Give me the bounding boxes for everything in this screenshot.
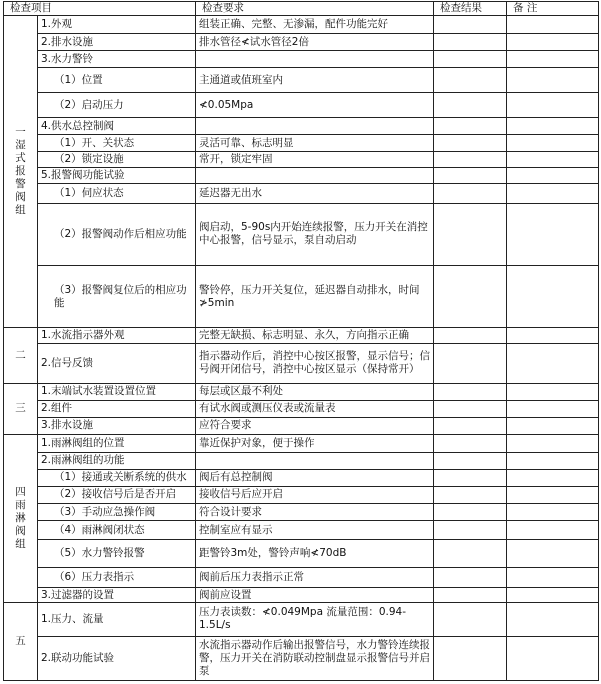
item-cell: （2）报警阀动作后相应功能: [38, 203, 196, 265]
header-row: [4, 2, 599, 16]
requirement-cell: 压力表读数：≮0.049Mpa 流量范围：0.94-1.5L/s: [196, 603, 434, 636]
item-cell: （2）接收信号后是否开启: [38, 486, 196, 503]
table-row: [4, 540, 599, 568]
item-cell: （6）压力表指示: [38, 568, 196, 588]
note-cell[interactable]: [507, 469, 599, 486]
requirement-cell: 阀启动，5-90s内开始连续报警，压力开关在消控中心报警，信号显示，泵自动启动: [196, 203, 434, 265]
table-row: [4, 328, 599, 344]
note-cell[interactable]: [507, 151, 599, 167]
note-cell[interactable]: [507, 540, 599, 568]
result-cell[interactable]: [434, 568, 507, 588]
table-row: [4, 603, 599, 636]
table-row: [4, 167, 599, 183]
item-cell: 2.信号反馈: [38, 344, 196, 383]
table-row: [4, 521, 599, 540]
table-row: [4, 344, 599, 383]
note-cell[interactable]: [507, 118, 599, 135]
note-cell[interactable]: [507, 452, 599, 469]
note-cell[interactable]: [507, 51, 599, 68]
item-cell: 4.供水总控制阀: [38, 118, 196, 135]
note-cell[interactable]: [507, 603, 599, 636]
result-cell[interactable]: [434, 203, 507, 265]
table-row: [4, 417, 599, 434]
requirement-cell: 接收信号后应开启: [196, 486, 434, 503]
requirement-cell: [196, 452, 434, 469]
table-row: [4, 383, 599, 400]
table-row: [4, 400, 599, 417]
requirement-cell: [196, 167, 434, 183]
note-cell[interactable]: [507, 521, 599, 540]
requirement-cell: 灵活可靠、标志明显: [196, 135, 434, 151]
item-cell: 2.排水设施: [38, 34, 196, 51]
result-cell[interactable]: [434, 383, 507, 400]
item-cell: （4）雨淋阀闭状态: [38, 521, 196, 540]
note-cell[interactable]: [507, 183, 599, 203]
section-label: 五: [4, 603, 38, 681]
inspection-table: [3, 1, 599, 681]
result-cell[interactable]: [434, 486, 507, 503]
note-cell[interactable]: [507, 400, 599, 417]
requirement-cell: 控制室应有显示: [196, 521, 434, 540]
item-cell: 3.过滤器的设置: [38, 588, 196, 603]
result-cell[interactable]: [434, 434, 507, 452]
result-cell[interactable]: [434, 503, 507, 520]
result-cell[interactable]: [434, 167, 507, 183]
requirement-cell: 阀前后压力表指示正常: [196, 568, 434, 588]
note-cell[interactable]: [507, 93, 599, 118]
note-cell[interactable]: [507, 328, 599, 344]
item-cell: （2）锁定设施: [38, 151, 196, 167]
requirement-cell: ≮0.05Mpa: [196, 93, 434, 118]
result-cell[interactable]: [434, 328, 507, 344]
item-cell: （3）报警阀复位后的相应功能: [38, 266, 196, 328]
item-cell: （1）位置: [38, 68, 196, 93]
item-cell: （1）伺应状态: [38, 183, 196, 203]
requirement-cell: 组装正确、完整、无渗漏，配件功能完好: [196, 16, 434, 34]
requirement-cell: 完整无缺损、标志明显、永久，方向指示正确: [196, 328, 434, 344]
requirement-cell: [196, 118, 434, 135]
note-cell[interactable]: [507, 503, 599, 520]
header-note: 备 注: [507, 2, 599, 16]
result-cell[interactable]: [434, 540, 507, 568]
item-cell: 1.末端试水装置设置位置: [38, 383, 196, 400]
requirement-cell: 应符合要求: [196, 417, 434, 434]
result-cell[interactable]: [434, 603, 507, 636]
table-row: [4, 34, 599, 51]
requirement-cell: 阀前应设置: [196, 588, 434, 603]
section-label: 二: [4, 328, 38, 383]
table-row: [4, 486, 599, 503]
result-cell[interactable]: [434, 118, 507, 135]
item-cell: 2.联动功能试验: [38, 636, 196, 680]
item-cell: 1.压力、流量: [38, 603, 196, 636]
result-cell[interactable]: [434, 183, 507, 203]
result-cell[interactable]: [434, 68, 507, 93]
table-row: [4, 568, 599, 588]
result-cell[interactable]: [434, 588, 507, 603]
result-cell[interactable]: [434, 452, 507, 469]
table-row: [4, 452, 599, 469]
requirement-cell: 主通道或值班室内: [196, 68, 434, 93]
item-cell: （1）接通或关断系统的供水: [38, 469, 196, 486]
note-cell[interactable]: [507, 417, 599, 434]
result-cell[interactable]: [434, 16, 507, 34]
item-cell: （3）手动应急操作阀: [38, 503, 196, 520]
table-row: [4, 503, 599, 520]
note-cell[interactable]: [507, 344, 599, 383]
item-cell: （5）水力警铃报警: [38, 540, 196, 568]
requirement-cell: 距警铃3m处，警铃声响≮70dB: [196, 540, 434, 568]
note-cell[interactable]: [507, 486, 599, 503]
header-requirement: 检查要求: [196, 2, 434, 16]
header-item: 检查项目: [4, 2, 196, 16]
result-cell[interactable]: [434, 135, 507, 151]
table-row: [4, 434, 599, 452]
item-cell: 3.排水设施: [38, 417, 196, 434]
requirement-cell: 延迟器无出水: [196, 183, 434, 203]
item-cell: 2.雨淋阀组的功能: [38, 452, 196, 469]
result-cell[interactable]: [434, 93, 507, 118]
result-cell[interactable]: [434, 34, 507, 51]
result-cell[interactable]: [434, 151, 507, 167]
table-row: [4, 151, 599, 167]
item-cell: （2）启动压力: [38, 93, 196, 118]
table-row: [4, 266, 599, 328]
table-row: [4, 68, 599, 93]
section-label: 三: [4, 383, 38, 434]
result-cell[interactable]: [434, 344, 507, 383]
requirement-cell: [196, 51, 434, 68]
requirement-cell: 靠近保护对象，便于操作: [196, 434, 434, 452]
item-cell: 2.组件: [38, 400, 196, 417]
table-row: [4, 636, 599, 680]
note-cell[interactable]: [507, 135, 599, 151]
table-row: [4, 51, 599, 68]
item-cell: 3.水力警铃: [38, 51, 196, 68]
table-row: [4, 203, 599, 265]
result-cell[interactable]: [434, 636, 507, 680]
item-cell: 5.报警阀功能试验: [38, 167, 196, 183]
note-cell[interactable]: [507, 167, 599, 183]
requirement-cell: 水流指示器动作后输出报警信号，水力警铃连续报警，压力开关在消防联动控制盘显示报警信号并启泵: [196, 636, 434, 680]
note-cell[interactable]: [507, 68, 599, 93]
table-row: [4, 183, 599, 203]
section-label: 四雨淋阀组: [4, 434, 38, 603]
table-row: [4, 469, 599, 486]
requirement-cell: 指示器动作后，消控中心按区报警，显示信号；信号阀开闭信号，消控中心按区显示（保持常开）: [196, 344, 434, 383]
requirement-cell: 警铃停，压力开关复位，延迟器自动排水，时间≯5min: [196, 266, 434, 328]
requirement-cell: 符合设计要求: [196, 503, 434, 520]
note-cell[interactable]: [507, 588, 599, 603]
table-row: [4, 93, 599, 118]
note-cell[interactable]: [507, 434, 599, 452]
result-cell[interactable]: [434, 521, 507, 540]
result-cell[interactable]: [434, 266, 507, 328]
note-cell[interactable]: [507, 203, 599, 265]
note-cell[interactable]: [507, 266, 599, 328]
note-cell[interactable]: [507, 568, 599, 588]
header-result: 检查结果: [434, 2, 507, 16]
table-row: [4, 118, 599, 135]
table-row: [4, 588, 599, 603]
result-cell[interactable]: [434, 400, 507, 417]
requirement-cell: 阀后有总控制阀: [196, 469, 434, 486]
item-cell: 1.水流指示器外观: [38, 328, 196, 344]
note-cell[interactable]: [507, 383, 599, 400]
requirement-cell: 有试水阀或测压仪表或流量表: [196, 400, 434, 417]
requirement-cell: 常开，锁定牢固: [196, 151, 434, 167]
result-cell[interactable]: [434, 469, 507, 486]
item-cell: 1.外观: [38, 16, 196, 34]
table-row: [4, 16, 599, 34]
result-cell[interactable]: [434, 51, 507, 68]
note-cell[interactable]: [507, 16, 599, 34]
note-cell[interactable]: [507, 34, 599, 51]
section-label: 一湿式报警阀组: [4, 16, 38, 328]
requirement-cell: 排水管径≮试水管径2倍: [196, 34, 434, 51]
item-cell: 1.雨淋阀组的位置: [38, 434, 196, 452]
note-cell[interactable]: [507, 636, 599, 680]
requirement-cell: 每层或区最不利处: [196, 383, 434, 400]
table-row: [4, 135, 599, 151]
result-cell[interactable]: [434, 417, 507, 434]
item-cell: （1）开、关状态: [38, 135, 196, 151]
